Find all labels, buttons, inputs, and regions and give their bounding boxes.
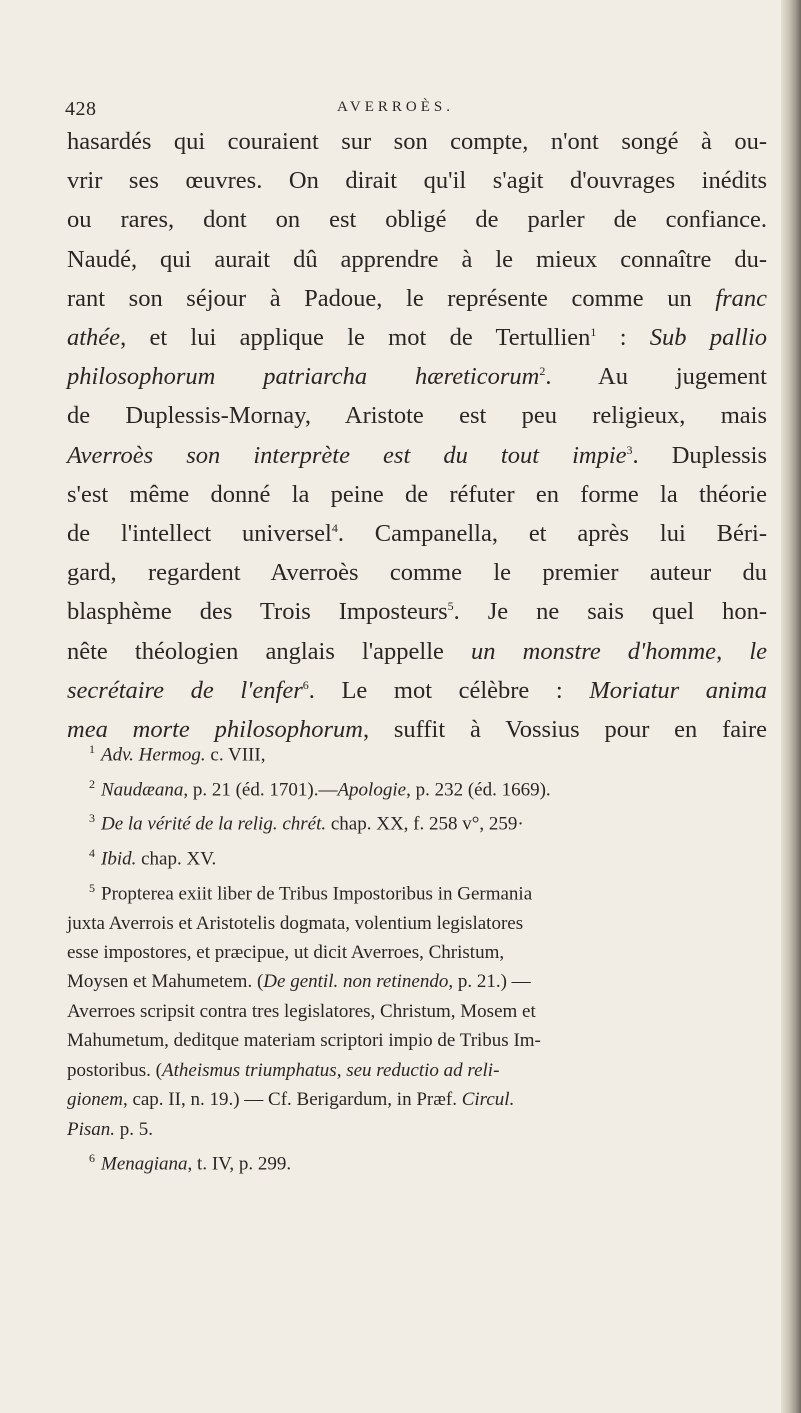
body-line: blasphème des Trois Imposteurs$^5$. Je ne sais quel hon- <box>67 598 768 626</box>
body-line: s'est même donné la peine de réfuter en forme la théorie <box>67 480 767 508</box>
footnote-4: $^4$ Ibid. chap. XV. <box>89 846 217 870</box>
footnote-ref: 2 <box>539 364 546 379</box>
page-edge-shadow <box>781 0 801 1413</box>
footnotes <box>67 735 767 1179</box>
document-page <box>65 0 768 1175</box>
body-line: mea morte philosophorum, suffit à Vossius pour en faire <box>67 716 767 744</box>
footnote-1: $^1$ Adv. Hermog. c. VIII, <box>89 742 266 766</box>
footnote-ref: 5 <box>447 599 454 614</box>
body-line: nête théologien anglais l'appelle un monstre d'homme, le <box>67 637 767 665</box>
body-line: vrir ses œuvres. On dirait qu'il s'agit d'ouvrages inédits <box>67 167 767 195</box>
footnote-ref: 4 <box>331 520 338 535</box>
footnote-5: $^5$ Propterea exiit liber de Tribus Impostoribus in Germania juxta Averrois et Aristotelis dogmata, volentium legislatores esse impostores, et præcipue, ut dicit Averroes, Christum, Moysen et Mahumetem. (De gentil. non retinendo, p. 21.) — Averroes scripsit contra tres legislatores, Christum, Mosem et Mahumetum, deditque materiam scriptori impio de Tribus Im- postoribus. (Atheismus triumphatus, seu reductio ad reli- gionem, cap. II, n. 19.) — Cf. Berigardum, in Præf. Circul. Pisan. p. 5. <box>67 880 541 1140</box>
body-line: philosophorum patriarcha hæreticorum$^2$. Au jugement <box>67 363 767 391</box>
body-line: secrétaire de l'enfer$^6$. Le mot célèbre : Moriatur anima <box>67 676 767 704</box>
body-line: ou rares, dont on est obligé de parler de confiance. <box>67 206 767 234</box>
footnote-6: $^6$ Menagiana, t. IV, p. 299. <box>89 1150 292 1175</box>
footnote-ref: 6 <box>302 677 309 692</box>
body-line: Naudé, qui aurait dû apprendre à le mieux connaître du- <box>67 245 767 273</box>
page-number: 428 <box>65 98 97 120</box>
body-line: de Duplessis-Mornay, Aristote est peu religieux, mais <box>67 402 767 430</box>
footnote-ref: 1 <box>590 324 597 339</box>
footnote-ref: 3 <box>626 442 633 457</box>
body-line: de l'intellect universel$^4$. Campanella, et après lui Béri- <box>67 520 768 548</box>
running-title: AVERROÈS. <box>337 99 454 115</box>
body-text <box>67 122 767 749</box>
body-line: hasardés qui couraient sur son compte, n'ont songé à ou- <box>67 128 767 155</box>
footnote-3: $^3$ De la vérité de la relig. chrét. chap. XX, f. 258 v°, 259· <box>89 811 524 835</box>
body-line: Averroès son interprète est du tout impie$^3$. Duplessis <box>67 441 767 469</box>
footnote-2: $^2$ Naudæana, p. 21 (éd. 1701).—Apologie, p. 232 (éd. 1669). <box>89 776 551 801</box>
body-line: rant son séjour à Padoue, le représente comme un franc <box>67 284 767 312</box>
body-line: gard, regardent Averroès comme le premier auteur du <box>67 559 767 587</box>
page-header <box>67 0 767 120</box>
body-line: athée, et lui applique le mot de Tertullien$^1$ : Sub pallio <box>67 324 767 352</box>
